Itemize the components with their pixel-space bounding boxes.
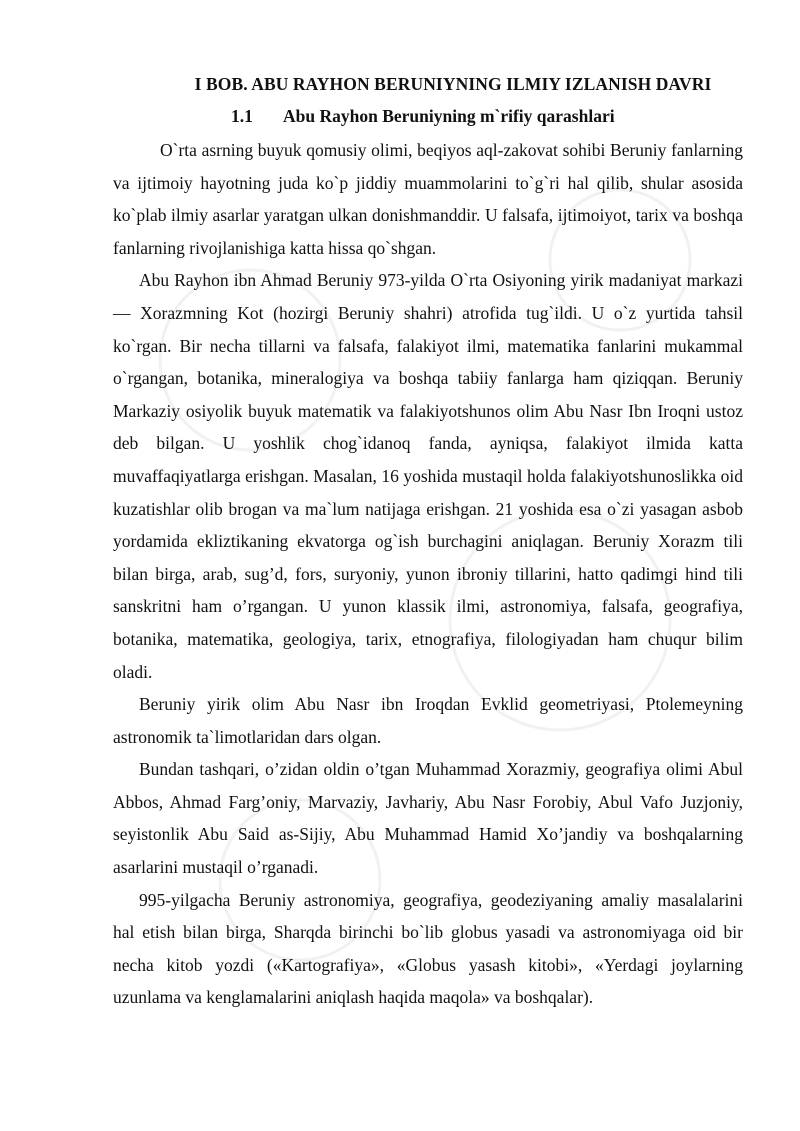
paragraph-biography: Abu Rayhon ibn Ahmad Beruniy 973-yilda O`rta Osiyoning yirik madaniyat markazi — Xorazmning Kot (hozirgi Beruniy shahri) atrofida tug`ildi. U o`z yurtida tahsil ko`rgan. Bir necha tillarni va falsafa, falakiyot ilmi, matematika fanlarini mukammal o`rgangan, botanika, mineralogiya va boshqa tabiiy fanlarga ham qiziqqan. Beruniy Markaziy osiyolik buyuk matematik va falakiyotshunos olim Abu Nasr Ibn Iroqni ustoz deb bilgan. U yoshlik chog`idanoq fanda, ayniqsa, falakiyot ilmida katta muvaffaqiyatlarga erishgan. Masalan, 16 yoshida mustaqil holda falakiyotshunoslikka oid kuzatishlar olib brogan va ma`lum natijaga erishgan. 21 yoshida esa o`zi yasagan asbob yordamida ekliztikaning ekvatorga og`ish burchagini aniqlagan. Beruniy Xorazm tili bilan birga, arab, sug’d, fors, suryoniy, yunon ibroniy tillarini, hatto qadimgi hind tili sanskritni ham o’rgangan. U yunon klassik ilmi, astronomiya, falsafa, geografiya, botanika, matematika, geologiya, tarix, etnografiya, filologiyadan ham chuqur bilim oladi. bbox=[113, 270, 743, 682]
section-number: 1.1 bbox=[231, 106, 253, 126]
paragraph-works: 995-yilgacha Beruniy astronomiya, geografiya, geodeziyaning amaliy masalalarini hal etish bilan birga, Sharqda birinchi bo`lib globus yasadi va astronomiyaga oid bir necha kitob yozdi («Kartografiya», «Globus yasash kitobi», «Yerdagi joylarning uzunlama va kenglamalarini aniqlash haqida maqola» va boshqalar). bbox=[113, 889, 743, 1008]
section-heading bbox=[231, 104, 743, 128]
chapter-title: I BOB. ABU RAYHON BERUNIYNING ILMIY IZLANISH DAVRI bbox=[194, 74, 712, 94]
section-title: Abu Rayhon Beruniyning m`rifiy qarashlari bbox=[283, 106, 615, 126]
paragraph-predecessors: Bundan tashqari, o’zidan oldin o’tgan Muhammad Xorazmiy, geografiya olimi Abul Abbos, Ahmad Farg’oniy, Marvaziy, Javhariy, Abu Nasr Forobiy, Abul Vafo Juzjoniy, seyistonlik Abu Said as-Sijiy, Abu Muhammad Hamid Xo’jandiy va boshqalarning asarlarini mustaqil o’rganadi. bbox=[113, 759, 743, 878]
document-page bbox=[113, 72, 743, 1014]
paragraph-teacher: Beruniy yirik olim Abu Nasr ibn Iroqdan Evklid geometriyasi, Ptolemeyning astronomik ta`limotlaridan dars olgan. bbox=[113, 694, 743, 747]
paragraph-intro: O`rta asrning buyuk qomusiy olimi, beqiyos aql-zakovat sohibi Beruniy fanlarning va ijtimoiy hayotning juda ko`p jiddiy muammolarini to`g`ri hal qilib, shular asosida ko`plab ilmiy asarlar yaratgan ulkan donishmanddir. U falsafa, ijtimoiyot, tarix va boshqa fanlarning rivojlanishiga katta hissa qo`shgan. bbox=[113, 140, 743, 258]
